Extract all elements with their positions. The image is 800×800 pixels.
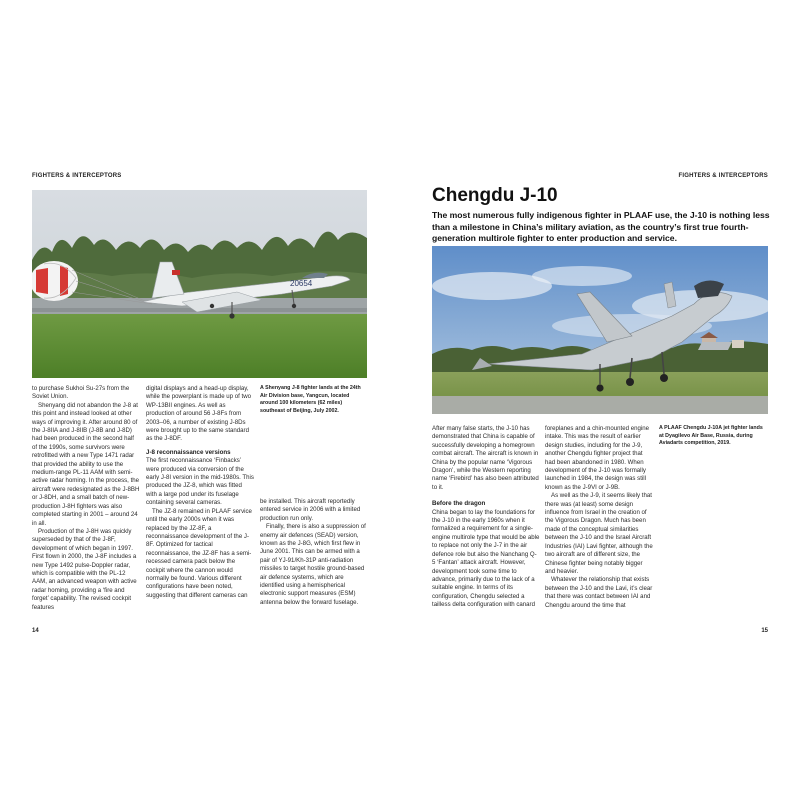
left-column-2 — [146, 385, 254, 600]
section-heading: J-8 reconnaissance versions — [146, 448, 231, 456]
paragraph: China began to lay the foundations for the J-10 in the early 1960s when it formalized a requirement for a single-engine multirole type that would be able to replace not only the J-7 in the air defence role but also the Nanchang Q-5 ‘Fantan’ attack aircraft. However, development took some time to advance, primarily due to the lack of a suitable engine. In terms of its configuration, Chengdu selected a tailless delta configuration with canard — [432, 508, 540, 609]
right-column-1 — [432, 425, 540, 610]
paragraph: to purchase Sukhoi Su-27s from the Soviet Union. — [32, 385, 130, 401]
right-photo-caption: A PLAAF Chengdu J-10A jet fighter lands at Dyagilevo Air Base, Russia, during Aviadarts competition, 2019. — [659, 425, 763, 447]
left-column-1 — [32, 385, 140, 612]
left-photo-caption: A Shenyang J-8 fighter lands at the 24th Air Division base, Yangcun, located around 100 kilometers (62 miles) southeast of Beijing, July 2002. — [260, 385, 361, 414]
j8-photo-illustration — [32, 190, 367, 378]
paragraph: Whatever the relationship that exists between the J-10 and the Lavi, it’s clear that there was contact between IAI and Chengdu around the time that — [545, 576, 653, 609]
paragraph: The first reconnaissance ‘Finbacks’ were produced via conversion of the early J-8I version in the mid-1980s. This produced the JZ-8, which was fitted with a large pod under its fuselage containing several cameras. — [146, 457, 254, 507]
paragraph: As well as the J-9, it seems likely that there was (at least) some design influence from Israel in the creation of the Vigorous Dragon. Much has been made of the conceptual similarities between the J-10 and the Israel Aircraft Industries (IAI) Lavi fighter, although the two aircraft are of different size, the Chinese fighter being notably bigger and heavier. — [545, 492, 653, 575]
paragraph: The JZ-8 remained in PLAAF service until the early 2000s when it was replaced by the JZ-8F, a reconnaissance development of the J-8F. Optimized for tactical reconnaissance, the JZ-8F has a semi-recessed camera pack below the cockpit where the cannon would normally be found. Various different configurations have been noted, suggesting that different cameras can — [146, 507, 252, 599]
j8-landing-photo — [32, 190, 367, 378]
paragraph: After many false starts, the J-10 has demonstrated that China is capable of successfully developing a homegrown combat aircraft. The aircraft is known in China by the popular name ‘Vigorous Dragon’, while the Western reporting name ‘Firebird’ has also been attributed to it. — [432, 425, 539, 491]
left-column-3 — [260, 498, 368, 607]
aircraft-serial: 20654 — [290, 279, 313, 288]
right-running-head: FIGHTERS & INTERCEPTORS — [678, 173, 768, 179]
paragraph: Finally, there is also a suppression of enemy air defences (SEAD) version, known as the J-8G, which first flew in June 2001. This can be armed with a pair of YJ-91/Kh-31P anti-radiation missiles to target hostile ground-based air defence systems, which are identified using a hemispherical electronic support measures (ESM) antenna below the forward fuselage. — [260, 523, 366, 606]
article-intro: The most numerous fully indigenous fighter in PLAAF use, the J-10 is nothing less than a milestone in China’s military aviation, as the country’s first true fourth-generation multirole fighter to enter production and service. — [432, 210, 770, 244]
j10-photo-illustration — [432, 246, 768, 414]
paragraph: Shenyang did not abandon the J-8 at this point and instead looked at other ways of improving it. After around 80 of the J-8IIA and J-8IIB (J-8B and J-8D) had been produced in the second half of the 1990s, some survivors were retrofitted with a new Type 1471 radar that provided the ability to use the medium-range PL-11 AAM with semi-active radar homing. In the process, the aircraft were redesignated as the J-8BH or J-8DH, and a small batch of new-production J-8H fighters was also completed starting in 2001 – around 24 in all. — [32, 401, 140, 527]
paragraph: digital displays and a head-up display, while the powerplant is made up of two WP-13BII engines. As well as production of around 56 J-8Fs from 2003–06, a number of existing J-8Ds were brought up to the same standard as the J-8DF. — [146, 385, 252, 443]
article-title: Chengdu J-10 — [432, 185, 558, 206]
paragraph: be installed. This aircraft reportedly entered service in 2006 with a limited production run only. — [260, 498, 361, 522]
right-column-2 — [545, 425, 653, 610]
section-heading: Before the dragon — [432, 500, 486, 508]
paragraph: Production of the J-8H was quickly superseded by that of the J-8F, development of which began in 1997. First flown in 2000, the J-8F includes a new Type 1492 pulse-Doppler radar, which is compatible with the PL-12 AAM, an advanced weapon with active radar homing, providing a ‘fire and forget’ capability. The revised cockpit features — [32, 527, 137, 611]
paragraph: foreplanes and a chin-mounted engine intake. This was the result of earlier design studies, including for the J-9, another Chengdu fighter project that had been abandoned in 1980. When development of the J-10 was formally launched in 1984, the design was still known as the J-9VI or J-9B. — [545, 425, 650, 491]
j10-landing-photo — [432, 246, 768, 414]
left-running-head: FIGHTERS & INTERCEPTORS — [32, 173, 122, 179]
left-page-number: 14 — [32, 628, 39, 634]
right-page-number: 15 — [761, 628, 768, 634]
